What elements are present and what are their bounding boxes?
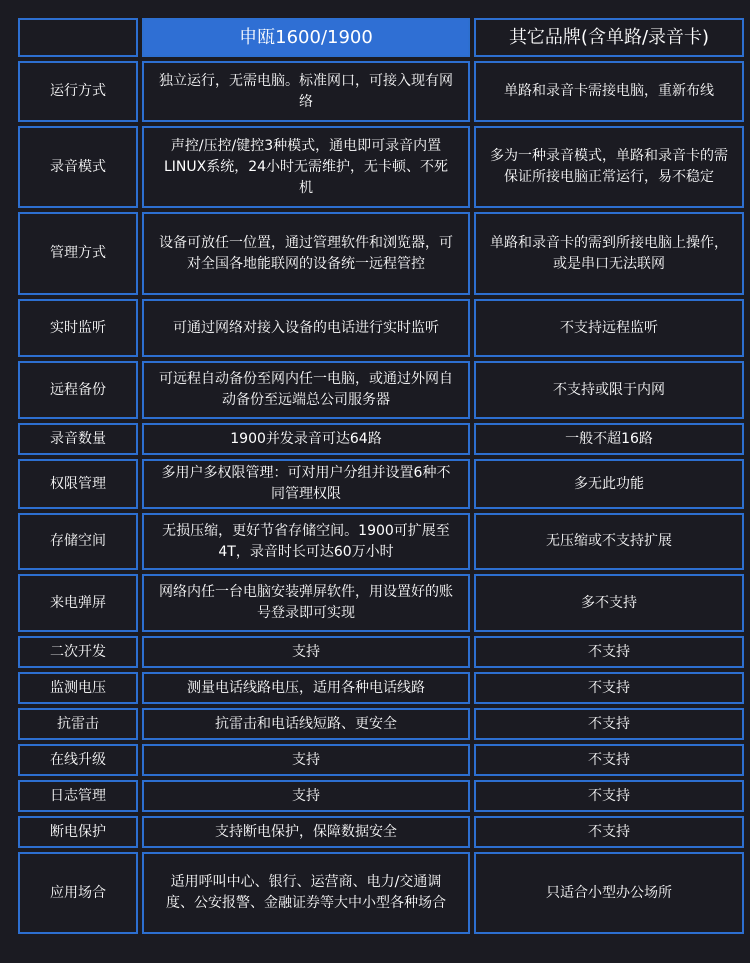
row-ours-text: 适用呼叫中心、银行、运营商、电力/交通调度、公安报警、金融证券等大中小型各种场合 bbox=[166, 874, 446, 911]
row-ours-text: 网络内任一台电脑安装弹屏软件，用设置好的账号登录即可实现 bbox=[159, 584, 453, 621]
row-others-text: 不支持 bbox=[588, 751, 630, 768]
row-others-text: 多为一种录音模式，单路和录音卡的需保证所接电脑正常运行，易不稳定 bbox=[490, 148, 728, 185]
row-label-text: 日志管理 bbox=[50, 787, 106, 804]
row-others-text: 不支持 bbox=[588, 715, 630, 732]
row-others bbox=[474, 636, 744, 668]
row-ours bbox=[142, 636, 470, 668]
row-others bbox=[474, 744, 744, 776]
comparison-table bbox=[18, 18, 744, 934]
row-ours-text: 可远程自动备份至网内任一电脑，或通过外网自动备份至远端总公司服务器 bbox=[159, 371, 453, 408]
row-label-text: 断电保护 bbox=[50, 823, 106, 840]
row-ours bbox=[142, 708, 470, 740]
row-ours-text: 支持 bbox=[292, 643, 320, 660]
row-others bbox=[474, 513, 744, 570]
row-others-text: 单路和录音卡需接电脑，重新布线 bbox=[504, 83, 714, 99]
row-label-text: 管理方式 bbox=[50, 245, 106, 261]
row-ours bbox=[142, 459, 470, 509]
row-ours-text: 设备可放任一位置，通过管理软件和浏览器，可对全国各地能联网的设备统一远程管控 bbox=[159, 234, 453, 272]
header-others: 其它品牌(含单路/录音卡) bbox=[474, 18, 744, 57]
row-label bbox=[18, 852, 138, 934]
row-others bbox=[474, 361, 744, 419]
row-label-text: 抗雷击 bbox=[57, 715, 99, 732]
row-label-text: 应用场合 bbox=[50, 884, 106, 901]
row-ours bbox=[142, 780, 470, 812]
row-others-text: 不支持 bbox=[588, 679, 630, 696]
row-label-text: 在线升级 bbox=[50, 751, 106, 768]
row-others-text: 不支持 bbox=[588, 823, 630, 840]
row-ours-text: 支持断电保护，保障数据安全 bbox=[215, 823, 397, 840]
row-others-text: 一般不超16路 bbox=[565, 430, 653, 447]
row-ours-text: 支持 bbox=[292, 787, 320, 804]
row-label-text: 运行方式 bbox=[50, 83, 106, 99]
row-label bbox=[18, 513, 138, 570]
row-label-text: 实时监听 bbox=[50, 319, 106, 336]
row-ours bbox=[142, 212, 470, 295]
row-ours bbox=[142, 852, 470, 934]
row-label-text: 权限管理 bbox=[50, 475, 106, 492]
row-others-text: 多无此功能 bbox=[574, 475, 644, 492]
row-label bbox=[18, 126, 138, 208]
row-ours bbox=[142, 361, 470, 419]
row-label bbox=[18, 816, 138, 848]
row-ours bbox=[142, 423, 470, 455]
row-label bbox=[18, 744, 138, 776]
row-others bbox=[474, 423, 744, 455]
header-ours: 申瓯1600/1900 bbox=[142, 18, 470, 57]
row-others bbox=[474, 299, 744, 357]
row-label bbox=[18, 672, 138, 704]
row-ours bbox=[142, 126, 470, 208]
row-ours bbox=[142, 513, 470, 570]
row-label-text: 监测电压 bbox=[50, 679, 106, 696]
row-others bbox=[474, 574, 744, 632]
row-ours-text: 可通过网络对接入设备的电话进行实时监听 bbox=[173, 319, 439, 336]
row-ours-text: 声控/压控/键控3种模式，通电即可录音内置LINUX系统，24小时无需维护，无卡顿、不死机 bbox=[163, 137, 449, 196]
row-others bbox=[474, 672, 744, 704]
row-others-text: 不支持 bbox=[588, 787, 630, 804]
row-label bbox=[18, 780, 138, 812]
row-others bbox=[474, 780, 744, 812]
header-corner bbox=[18, 18, 138, 57]
row-label bbox=[18, 459, 138, 509]
row-others-text: 不支持远程监听 bbox=[560, 319, 658, 336]
row-ours-text: 独立运行，无需电脑。标准网口，可接入现有网络 bbox=[159, 72, 453, 110]
row-others-text: 无压缩或不支持扩展 bbox=[546, 533, 672, 549]
row-others-text: 多不支持 bbox=[581, 594, 637, 611]
row-others-text: 不支持或限于内网 bbox=[553, 381, 665, 398]
row-others bbox=[474, 816, 744, 848]
row-others bbox=[474, 212, 744, 295]
row-label-text: 二次开发 bbox=[50, 643, 106, 660]
row-ours-text: 测量电话线路电压，适用各种电话线路 bbox=[187, 679, 425, 696]
row-ours bbox=[142, 672, 470, 704]
row-others bbox=[474, 708, 744, 740]
row-others-text: 不支持 bbox=[588, 643, 630, 660]
row-others-text: 单路和录音卡的需到所接电脑上操作，或是串口无法联网 bbox=[490, 234, 728, 272]
row-label bbox=[18, 61, 138, 122]
row-others bbox=[474, 126, 744, 208]
row-ours-text: 支持 bbox=[292, 751, 320, 768]
row-label bbox=[18, 361, 138, 419]
row-ours bbox=[142, 744, 470, 776]
row-ours bbox=[142, 299, 470, 357]
row-label bbox=[18, 212, 138, 295]
row-others bbox=[474, 852, 744, 934]
row-label bbox=[18, 423, 138, 455]
row-label bbox=[18, 636, 138, 668]
row-ours-text: 抗雷击和电话线短路、更安全 bbox=[215, 715, 397, 732]
row-ours bbox=[142, 61, 470, 122]
row-ours-text: 1900并发录音可达64路 bbox=[230, 430, 382, 447]
row-others-text: 只适合小型办公场所 bbox=[546, 884, 672, 901]
row-others bbox=[474, 459, 744, 509]
row-others bbox=[474, 61, 744, 122]
row-label-text: 录音模式 bbox=[50, 158, 106, 175]
row-ours-text: 多用户多权限管理：可对用户分组并设置6种不同管理权限 bbox=[161, 465, 451, 502]
row-label-text: 来电弹屏 bbox=[50, 594, 106, 611]
row-ours-text: 无损压缩，更好节省存储空间。1900可扩展至4T，录音时长可达60万小时 bbox=[162, 522, 450, 560]
row-ours bbox=[142, 816, 470, 848]
row-label-text: 录音数量 bbox=[50, 430, 106, 447]
row-label bbox=[18, 299, 138, 357]
row-label bbox=[18, 708, 138, 740]
row-label bbox=[18, 574, 138, 632]
row-label-text: 存储空间 bbox=[50, 533, 106, 549]
row-ours bbox=[142, 574, 470, 632]
row-label-text: 远程备份 bbox=[50, 381, 106, 398]
